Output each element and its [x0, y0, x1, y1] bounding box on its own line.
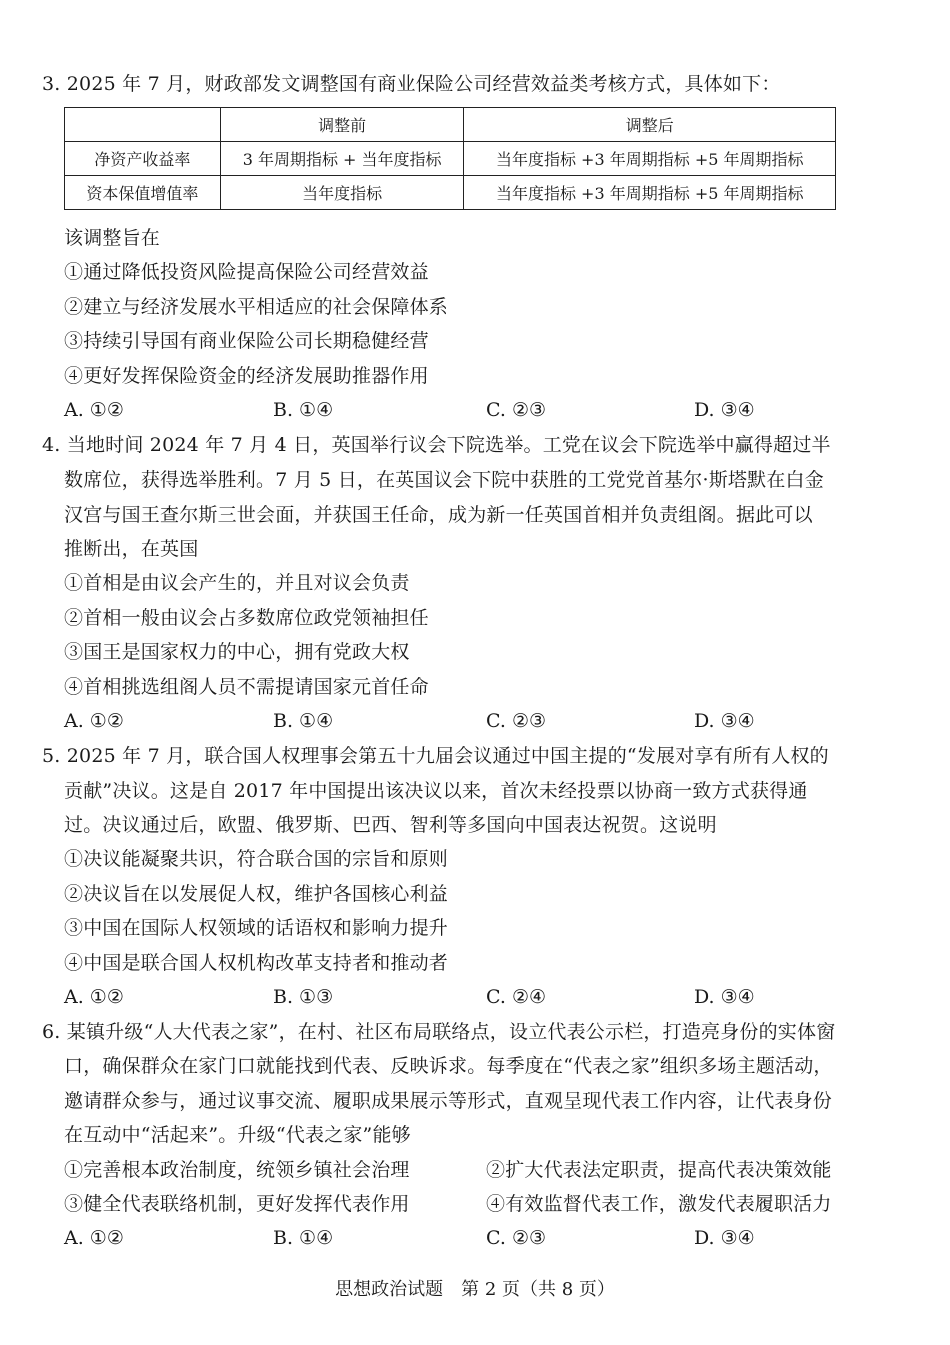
q4-item: ④首相挑选组阁人员不需提请国家元首任命 [64, 676, 429, 698]
q5-stem-line: 贡献”决议。这是自 2017 年中国提出该决议以来，首次未经投票以协商一致方式获得通 [64, 780, 808, 802]
q5-choice-b: B. ①③ [273, 986, 334, 1008]
q4-item: ②首相一般由议会占多数席位政党领袖担任 [64, 607, 429, 629]
q6-choice-b: B. ①④ [273, 1227, 334, 1249]
q6-item: ③健全代表联络机制，更好发挥代表作用 [64, 1193, 410, 1215]
q5-item: ④中国是联合国人权机构改革支持者和推动者 [64, 952, 449, 974]
q4-item: ③国王是国家权力的中心，拥有党政大权 [64, 641, 410, 663]
q3-choice-c: C. ②③ [486, 399, 547, 421]
q6-item: ②扩大代表法定职责，提高代表决策效能 [486, 1159, 832, 1181]
table-header-cell [65, 108, 221, 142]
q6-choice-c: C. ②③ [486, 1227, 547, 1249]
table-cell: 资本保值增值率 [65, 176, 221, 210]
q6-stem-line: 6. 某镇升级“人大代表之家”，在村、社区布局联络点，设立代表公示栏，打造亮身份的实体窗 [42, 1021, 836, 1043]
q4-choice-c: C. ②③ [486, 710, 547, 732]
q3-item: ③持续引导国有商业保险公司长期稳健经营 [64, 330, 429, 352]
q3-table [64, 107, 836, 210]
q3-choice-a: A. ①② [64, 399, 124, 421]
q3-item: ②建立与经济发展水平相适应的社会保障体系 [64, 296, 449, 318]
q4-choice-b: B. ①④ [273, 710, 334, 732]
q5-item: ①决议能凝聚共识，符合联合国的宗旨和原则 [64, 848, 449, 870]
q6-stem-line: 在互动中“活起来”。升级“代表之家”能够 [64, 1124, 411, 1146]
q6-stem-line: 口，确保群众在家门口就能找到代表、反映诉求。每季度在“代表之家”组织多场主题活动， [64, 1055, 833, 1077]
table-cell: 净资产收益率 [65, 142, 221, 176]
table-header-cell: 调整前 [220, 108, 464, 142]
q3-choice-b: B. ①④ [273, 399, 334, 421]
q6-choice-d: D. ③④ [694, 1227, 755, 1249]
q4-choice-a: A. ①② [64, 710, 124, 732]
q5-item: ②决议旨在以发展促人权，维护各国核心利益 [64, 883, 449, 905]
page-footer: 思想政治试题 第 2 页（共 8 页） [335, 1279, 615, 1300]
table-header-row [65, 108, 836, 142]
q5-stem-line: 5. 2025 年 7 月，联合国人权理事会第五十九届会议通过中国主提的“发展对享有所有人权的 [42, 745, 829, 767]
table-header-cell: 调整后 [464, 108, 836, 142]
q3-item: ①通过降低投资风险提高保险公司经营效益 [64, 261, 429, 283]
q3-choice-d: D. ③④ [694, 399, 755, 421]
q4-stem-line: 4. 当地时间 2024 年 7 月 4 日，英国举行议会下院选举。工党在议会下院选举中赢得超过半 [42, 434, 831, 456]
q5-choice-c: C. ②④ [486, 986, 547, 1008]
q4-stem-line: 推断出，在英国 [64, 538, 199, 560]
table-cell: 3 年周期指标 + 当年度指标 [220, 142, 464, 176]
q3-lead: 该调整旨在 [64, 227, 161, 249]
q4-item: ①首相是由议会产生的，并且对议会负责 [64, 572, 410, 594]
q6-stem-line: 邀请群众参与，通过议事交流、履职成果展示等形式，直观呈现代表工作内容，让代表身份 [64, 1090, 833, 1112]
q6-item: ④有效监督代表工作，激发代表履职活力 [486, 1193, 832, 1215]
q3-stem: 3. 2025 年 7 月，财政部发文调整国有商业保险公司经营效益类考核方式，具体如下： [42, 73, 781, 95]
q4-stem-line: 数席位，获得选举胜利。7 月 5 日，在英国议会下院中获胜的工党党首基尔·斯塔默在白金 [64, 469, 824, 491]
q3-item: ④更好发挥保险资金的经济发展助推器作用 [64, 365, 429, 387]
q5-item: ③中国在国际人权领域的话语权和影响力提升 [64, 917, 449, 939]
q4-choice-d: D. ③④ [694, 710, 755, 732]
q6-item: ①完善根本政治制度，统领乡镇社会治理 [64, 1159, 410, 1181]
q5-choice-a: A. ①② [64, 986, 124, 1008]
q4-stem-line: 汉宫与国王查尔斯三世会面，并获国王任命，成为新一任英国首相并负责组阁。据此可以 [64, 504, 813, 526]
table-cell: 当年度指标 [220, 176, 464, 210]
table-row [65, 142, 836, 176]
q6-choice-a: A. ①② [64, 1227, 124, 1249]
table-row [65, 176, 836, 210]
table-cell: 当年度指标 +3 年周期指标 +5 年周期指标 [464, 142, 836, 176]
q5-stem-line: 过。决议通过后，欧盟、俄罗斯、巴西、智利等多国向中国表达祝贺。这说明 [64, 814, 717, 836]
q5-choice-d: D. ③④ [694, 986, 755, 1008]
table-cell: 当年度指标 +3 年周期指标 +5 年周期指标 [464, 176, 836, 210]
